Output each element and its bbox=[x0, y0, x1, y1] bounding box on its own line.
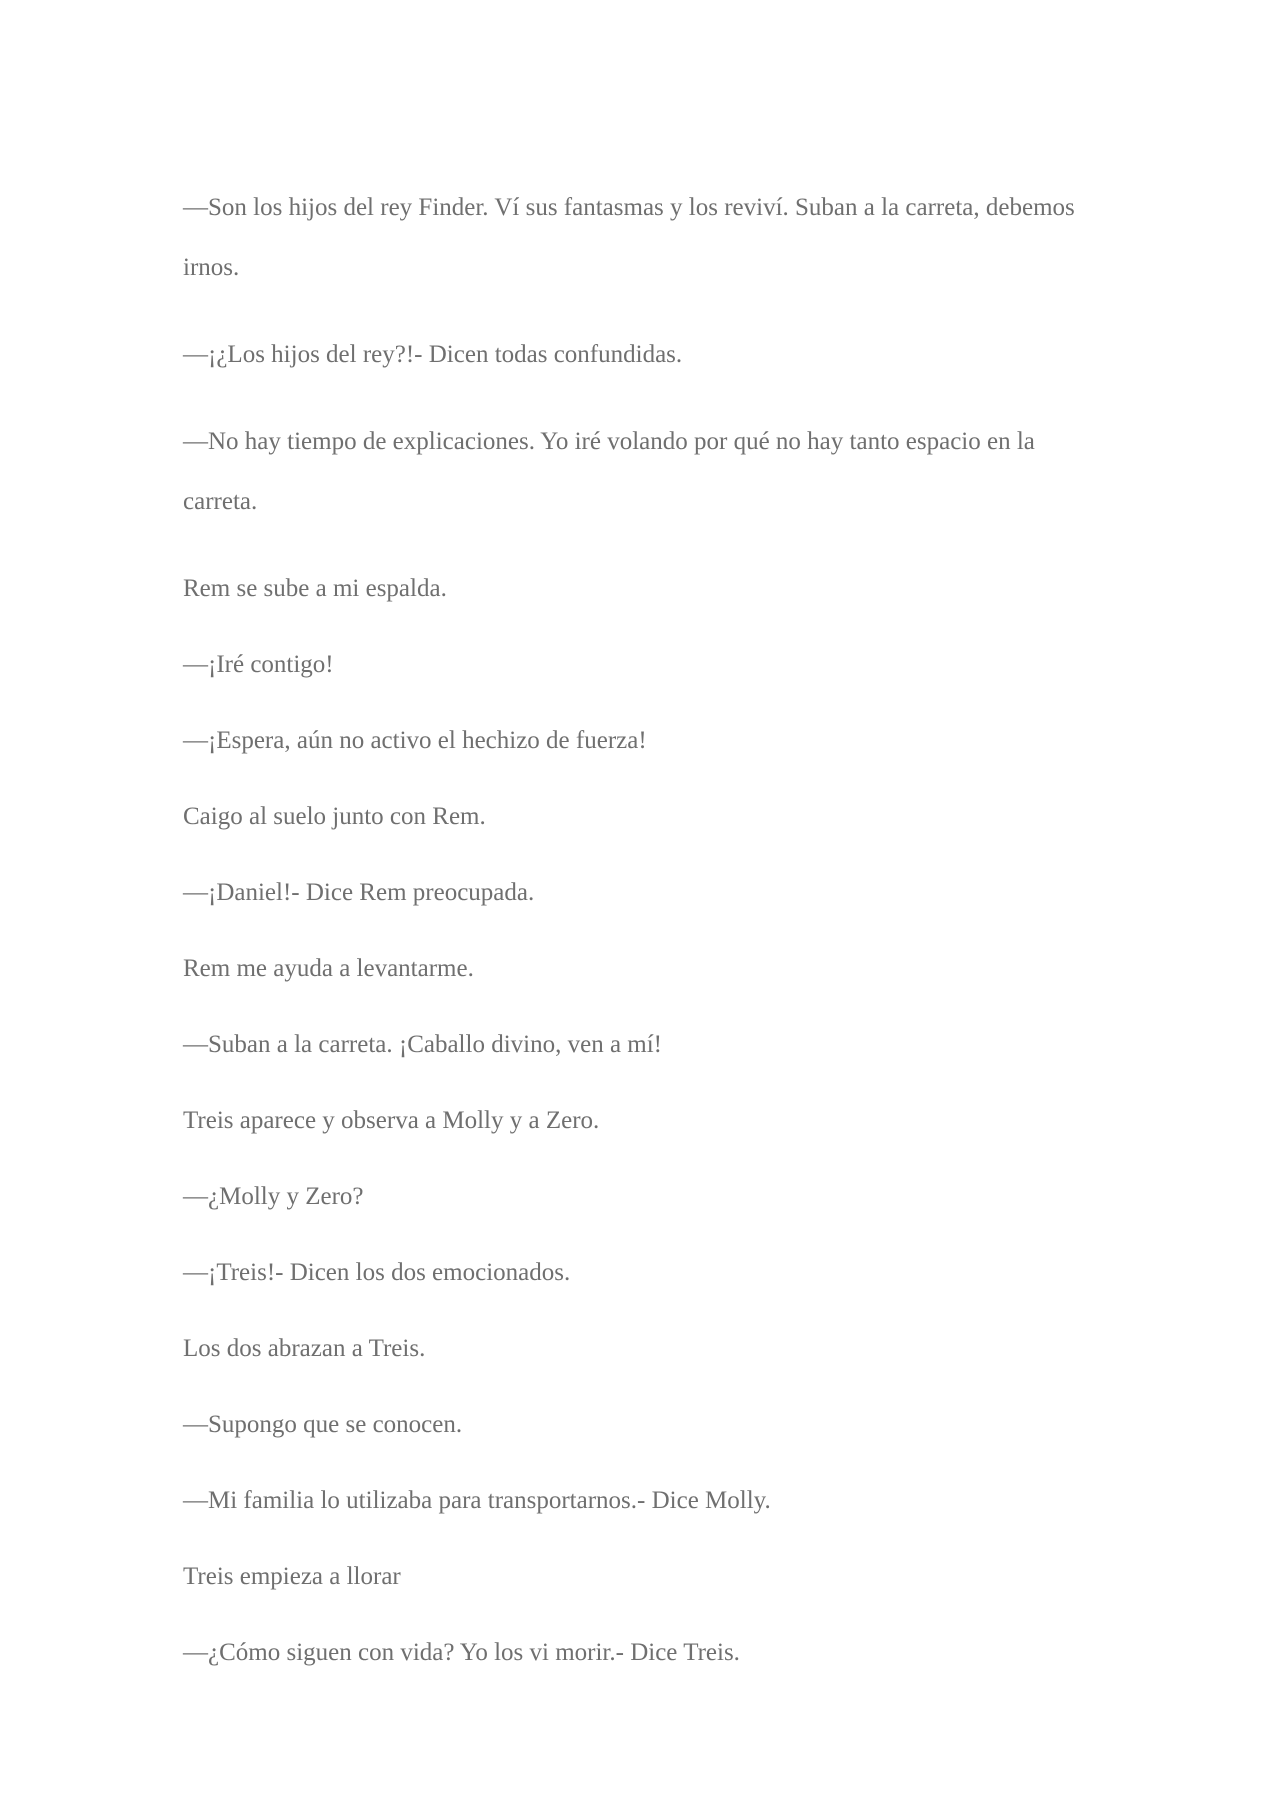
paragraph: —¡Iré contigo! bbox=[183, 651, 334, 678]
paragraph: —¿Molly y Zero? bbox=[183, 1183, 364, 1210]
paragraph: —¡¿Los hijos del rey?!- Dicen todas confundidas. bbox=[183, 341, 683, 368]
paragraph: —¡Daniel!- Dice Rem preocupada. bbox=[183, 879, 535, 906]
paragraph: Rem se sube a mi espalda. bbox=[183, 575, 447, 602]
paragraph: —Son los hijos del rey Finder. Ví sus fantasmas y los reviví. Suban a la carreta, debemos irnos. bbox=[183, 194, 1075, 281]
paragraph: —Mi familia lo utilizaba para transportarnos.- Dice Molly. bbox=[183, 1487, 771, 1514]
paragraph: Los dos abrazan a Treis. bbox=[183, 1335, 426, 1362]
paragraph: —No hay tiempo de explicaciones. Yo iré volando por qué no hay tanto espacio en la carreta. bbox=[183, 428, 1035, 515]
paragraph: —¿Cómo siguen con vida? Yo los vi morir.- Dice Treis. bbox=[183, 1639, 740, 1666]
paragraph: —Suban a la carreta. ¡Caballo divino, ven a mí! bbox=[183, 1031, 663, 1058]
paragraph: —Supongo que se conocen. bbox=[183, 1411, 463, 1438]
paragraph: —¡Treis!- Dicen los dos emocionados. bbox=[183, 1259, 571, 1286]
paragraph: Caigo al suelo junto con Rem. bbox=[183, 803, 486, 830]
paragraph: —¡Espera, aún no activo el hechizo de fuerza! bbox=[183, 727, 647, 754]
paragraph: Treis empieza a llorar bbox=[183, 1563, 401, 1590]
paragraph: Treis aparece y observa a Molly y a Zero. bbox=[183, 1107, 600, 1134]
document-body bbox=[183, 178, 1083, 1710]
paragraph: Rem me ayuda a levantarme. bbox=[183, 955, 474, 982]
